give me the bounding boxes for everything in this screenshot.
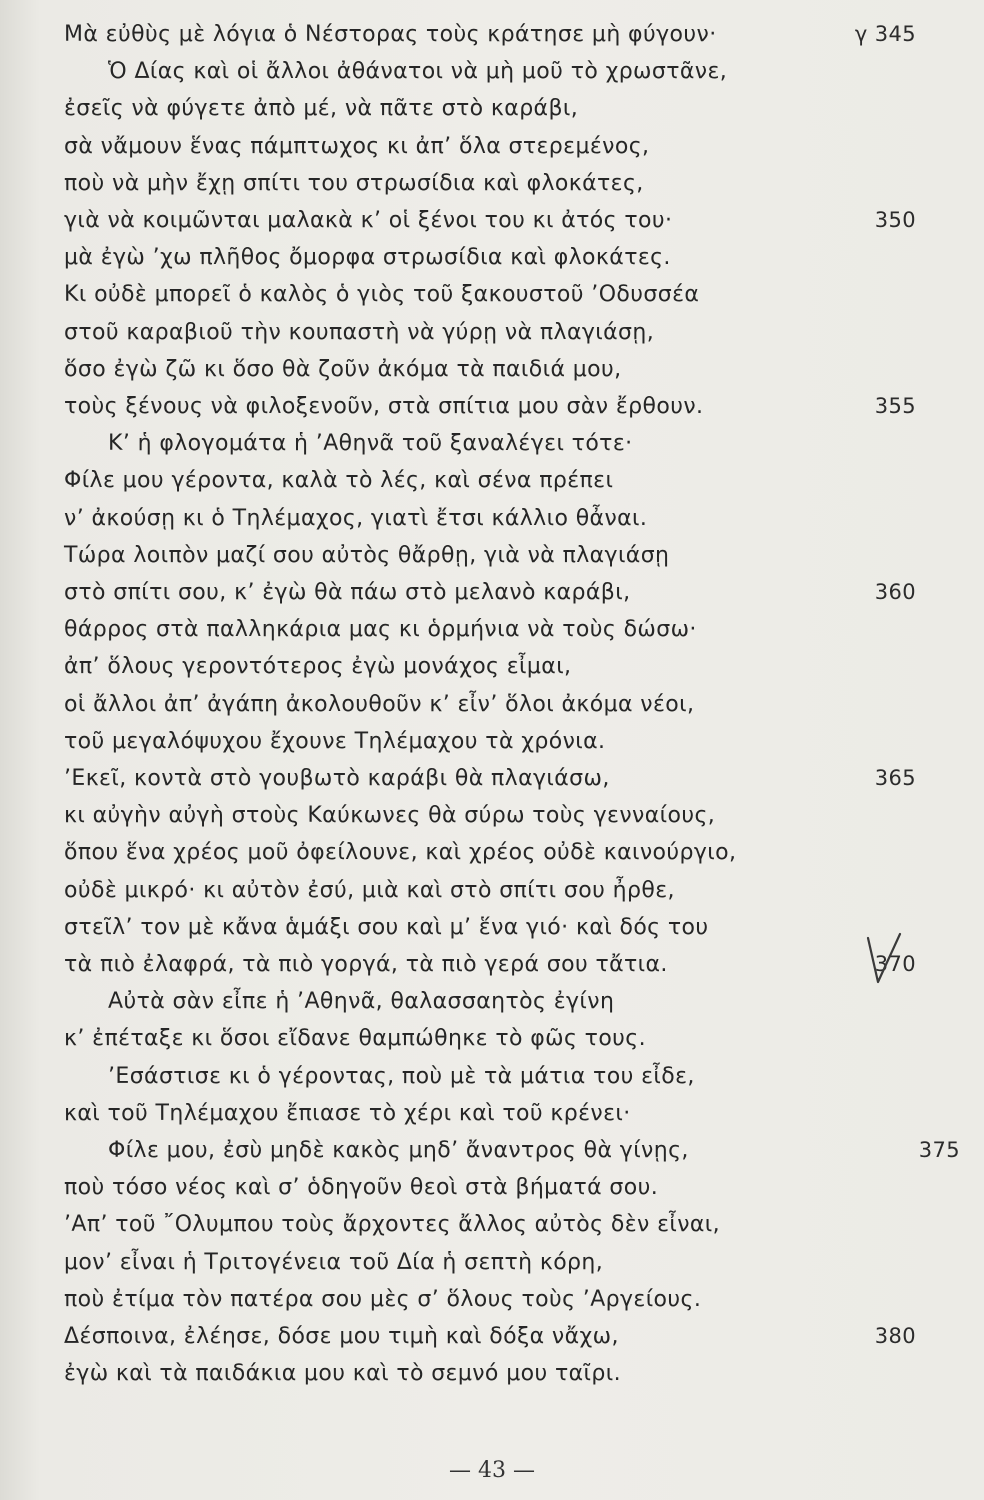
poem-line-text: ’Εκεῖ, κοντὰ στὸ γουβωτὸ καράβι θὰ πλαγιάσω,	[64, 766, 610, 791]
poem-line	[64, 1095, 964, 1132]
poem-line-text: τὰ πιὸ ἐλαφρά, τὰ πιὸ γοργά, τὰ πιὸ γερά σου τἄτια.	[64, 952, 668, 977]
poem-line-text: γιὰ νὰ κοιμῶνται μαλακὰ κ’ οἱ ξένοι του κι ἀτός του·	[64, 208, 673, 233]
poem-line-text: ἐσεῖς νὰ φύγετε ἀπὸ μέ, νὰ πᾶτε στὸ καράβι,	[64, 96, 579, 122]
poem-line-text: τοὺς ξένους νὰ φιλοξενοῦν, στὰ σπίτια μου σὰν ἔρθουν.	[64, 394, 704, 419]
poem-line-text: μον’ εἶναι ἡ Τριτογένεια τοῦ Δία ἡ σεπτὴ κόρη,	[64, 1249, 604, 1275]
poem-line-text: Κ’ ἡ φλογομάτα ἡ ’Αθηνᾶ τοῦ ξαναλέγει τότε·	[108, 431, 633, 457]
poem-line-text: Φίλε μου γέροντα, καλὰ τὸ λές, καὶ σένα πρέπει	[64, 468, 614, 494]
line-number: 375	[918, 1138, 960, 1162]
poem-line	[64, 90, 964, 127]
poem-line-text: ’Απ’ τοῦ ῎Ολυμπου τοὺς ἄρχοντες ἄλλος αὐτὸς δὲν εἶναι,	[64, 1212, 721, 1238]
poem-line	[64, 351, 964, 388]
poem-line	[64, 16, 964, 53]
poem-line-text: ποὺ τόσο νέος καὶ σ’ ὁδηγοῦν θεοὶ στὰ βήματά σου.	[64, 1175, 659, 1201]
poem-line-text: τοῦ μεγαλόψυχου ἔχουνε Τηλέμαχου τὰ χρόνια.	[64, 728, 606, 754]
poem-line	[108, 425, 964, 462]
poem-line	[64, 574, 964, 611]
poem-line-text: ποὺ ἐτίμα τὸν πατέρα σου μὲς σ’ ὅλους τοὺς ’Αργείους.	[64, 1286, 702, 1312]
poem-line	[64, 723, 964, 760]
poem-line-text: Ὁ Δίας καὶ οἱ ἄλλοι ἀθάνατοι νὰ μὴ μοῦ τὸ χρωστᾶνε,	[108, 59, 728, 85]
poem-line	[64, 500, 964, 537]
poem-line	[108, 983, 964, 1020]
handwritten-check-mark	[860, 930, 910, 990]
poem-line	[64, 165, 964, 202]
poem-line-text: θάρρος στὰ παλληκάρια μας κι ὁρμήνια νὰ τοὺς δώσω·	[64, 617, 697, 643]
line-number: 355	[874, 394, 916, 418]
poem-line-text: στοῦ καραβιοῦ τὴν κουπαστὴ νὰ γύρῃ νὰ πλαγιάσῃ,	[64, 319, 655, 345]
poem-line	[64, 1020, 964, 1057]
poem-line-text: Κι οὐδὲ μπορεῖ ὁ καλὸς ὁ γιὸς τοῦ ξακουστοῦ ’Οδυσσέα	[64, 282, 700, 308]
line-number: 365	[874, 766, 916, 790]
poem-line	[108, 1132, 964, 1169]
line-number: γ 345	[854, 22, 916, 46]
line-number: 370	[874, 952, 916, 976]
poem-line	[64, 686, 964, 723]
poem-line-text: καὶ τοῦ Τηλέμαχου ἔπιασε τὸ χέρι καὶ τοῦ κρένει·	[64, 1100, 631, 1126]
poem-line-text: στεῖλ’ τον μὲ κἄνα ἁμάξι σου καὶ μ’ ἕνα γιό· καὶ δός του	[64, 914, 709, 940]
poem-line	[64, 1318, 964, 1355]
poem-line-text: οὐδὲ μικρό· κι αὐτὸν ἐσύ, μιὰ καὶ στὸ σπίτι σου ἦρθε,	[64, 877, 675, 903]
line-number: 360	[874, 580, 916, 604]
poem-line-text: στὸ σπίτι σου, κ’ ἐγὼ θὰ πάω στὸ μελανὸ καράβι,	[64, 580, 631, 605]
poem-line-text: οἱ ἄλλοι ἀπ’ ἀγάπη ἀκολουθοῦν κ’ εἶν’ ὅλοι ἀκόμα νέοι,	[64, 691, 695, 717]
poem-line-text: Φίλε μου, ἐσὺ μηδὲ κακὸς μηδ’ ἄναντρος θὰ γίνῃς,	[108, 1138, 689, 1163]
poem-line	[64, 946, 964, 983]
poem-line-text: ’Εσάστισε κι ὁ γέροντας, ποὺ μὲ τὰ μάτια του εἶδε,	[108, 1063, 695, 1089]
poem-line	[64, 611, 964, 648]
poem-line	[64, 276, 964, 313]
poem-line	[64, 462, 964, 499]
poem-line	[64, 388, 964, 425]
poem-line-text: Τώρα λοιπὸν μαζί σου αὐτὸς θἄρθῃ, γιὰ νὰ πλαγιάσῃ	[64, 542, 670, 568]
poem-line-text: ὅπου ἕνα χρέος μοῦ ὀφείλουνε, καὶ χρέος οὐδὲ καινούργιο,	[64, 840, 737, 866]
poem-line	[64, 239, 964, 276]
poem-line	[64, 1281, 964, 1318]
poem-line-text: κι αὐγὴν αὐγὴ στοὺς Καύκωνες θὰ σύρω τοὺς γενναίους,	[64, 803, 716, 829]
poem-line-text: ποὺ νὰ μὴν ἔχῃ σπίτι του στρωσίδια καὶ φλοκάτες,	[64, 170, 644, 196]
line-number: 350	[874, 208, 916, 232]
poem-line	[64, 834, 964, 871]
poem-line-text: κ’ ἐπέταξε κι ὅσοι εἴδανε θαμπώθηκε τὸ φῶς τους.	[64, 1026, 647, 1052]
poem-line	[64, 909, 964, 946]
poem-line-text: Μὰ εὐθὺς μὲ λόγια ὁ Νέστορας τοὺς κράτησε μὴ φύγουν·	[64, 22, 717, 47]
line-number: 380	[874, 1324, 916, 1348]
page-number: — 43 —	[449, 1458, 535, 1483]
poem-line	[64, 760, 964, 797]
poem-line	[64, 1244, 964, 1281]
poem-line-text: ἐγὼ καὶ τὰ παιδάκια μου καὶ τὸ σεμνό μου ταῖρι.	[64, 1361, 621, 1387]
poem-line-text: ν’ ἀκούσῃ κι ὁ Τηλέμαχος, γιατὶ ἔτσι κάλλιο θἆναι.	[64, 505, 648, 531]
poem-line	[64, 1169, 964, 1206]
poem-line	[64, 314, 964, 351]
poem-line	[64, 797, 964, 834]
poem-line	[64, 1206, 964, 1243]
poem-line	[64, 537, 964, 574]
poem-line	[64, 648, 964, 685]
poem-line	[108, 1058, 964, 1095]
poem-line	[64, 872, 964, 909]
poem-line	[108, 53, 964, 90]
poem-line-text: ἀπ’ ὅλους γεροντότερος ἐγὼ μονάχος εἶμαι,	[64, 654, 572, 680]
poem-line-text: ὅσο ἐγὼ ζῶ κι ὅσο θὰ ζοῦν ἀκόμα τὰ παιδιά μου,	[64, 356, 622, 382]
poem-line	[64, 128, 964, 165]
poem-line-text: σὰ νἄμουν ἕνας πάμπτωχος κι ἀπ’ ὅλα στερεμένος,	[64, 133, 650, 159]
poem-line	[64, 1355, 964, 1392]
poem-line-text: Αὐτὰ σὰν εἶπε ἡ ’Αθηνᾶ, θαλασσαητὸς ἐγίνη	[108, 989, 615, 1015]
poem-line-text: μὰ ἐγὼ ’χω πλῆθος ὄμορφα στρωσίδια καὶ φλοκάτες.	[64, 245, 671, 271]
poem-line	[64, 202, 964, 239]
poem-line-text: Δέσποινα, ἐλέησε, δόσε μου τιμὴ καὶ δόξα νἄχω,	[64, 1324, 619, 1349]
